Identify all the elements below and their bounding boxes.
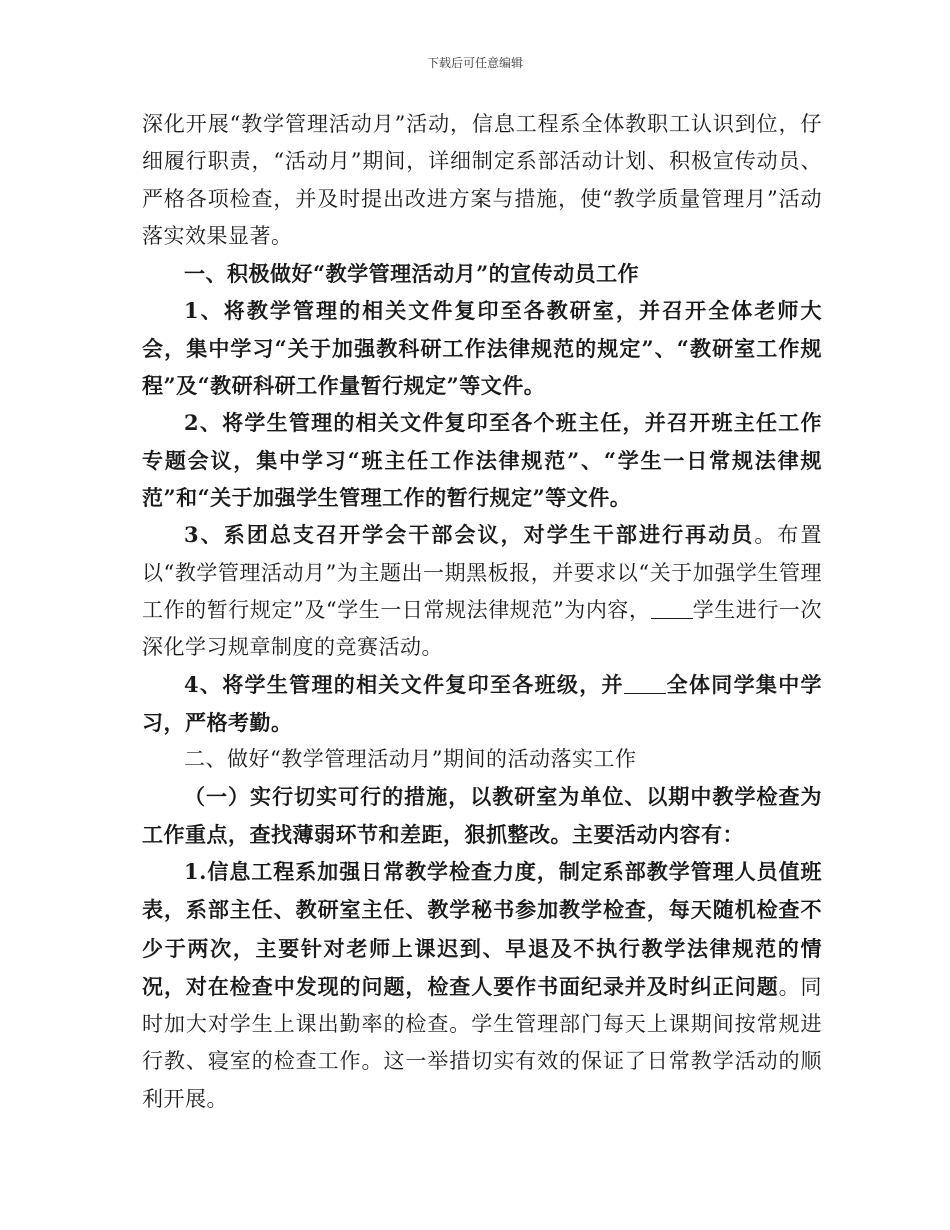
paragraph-4-text-b: 全体同学集中学习，严格考勤。: [142, 672, 822, 735]
intro-paragraph: 深化开展“教学管理活动月”活动，信息工程系全体教职工认识到位，仔细履行职责，“活动月”期间，详细制定系部活动计划、积极宣传动员、严格各项检查，并及时提出改进方案与措施，使“教学质量管理月”活动落实效果显著。: [142, 112, 822, 248]
paragraph-2: 2、将学生管理的相关文件复印至各个班主任，并召开班主任工作专题会议，集中学习“班主任工作法律规范”、“学生一日常规法律规范”和“关于加强学生管理工作的暂行规定”等文件。: [142, 410, 822, 510]
paragraph-6-bold: 1.信息工程系加强日常教学检查力度，制定系部教学管理人员值班表，系部主任、教研室主任、教学秘书参加教学检查，每天随机检查不少于两次，主要针对老师上课迟到、早退及不执行教学法律规范的情况，对在检查中发现的问题，检查人要作书面纪录并及时纠正问题: [142, 858, 822, 999]
paragraph-3-text-b: 学生进行一次深化学习规章制度的竞赛活动。: [142, 597, 822, 660]
document-body: [142, 106, 822, 1118]
section-heading-1: 一、积极做好“教学管理活动月”的宣传动员工作: [184, 261, 640, 287]
section-heading-2: 二、做好“教学管理活动月”期间的活动落实工作: [184, 747, 637, 772]
paragraph-5: （一）实行切实可行的措施，以教研室为单位、以期中教学检查为工作重点，查找薄弱环节和差距，狠抓整改。主要活动内容有：: [142, 784, 822, 847]
blank-line: [624, 675, 666, 694]
paragraph-3-bold: 3、系团总支召开学会干部会议，对学生干部进行再动员: [184, 522, 755, 548]
page-header: 下载后可任意编辑: [426, 56, 523, 70]
blank-line: [651, 600, 693, 619]
paragraph-1: 1、将教学管理的相关文件复印至各教研室，并召开全体老师大会，集中学习“关于加强教科研工作法律规范的规定”、“教研室工作规程”及“教研科研工作量暂行规定”等文件。: [142, 298, 822, 399]
paragraph-3-text-a: 。布置以“教学管理活动月”为主题出一期黑板报，并要求以“关于加强学生管理工作的暂行规定”及“学生一日常规法律规范”为内容，: [142, 523, 822, 622]
paragraph-3: [142, 516, 822, 666]
paragraph-4-text-a: 4、将学生管理的相关文件复印至各班级，并: [184, 672, 624, 698]
paragraph-6-text: 。同时加大对学生上课出勤率的检查。学生管理部门每天上课期间按常规进行教、寝室的检查工作。这一举措切实有效的保证了日常教学活动的顺利开展。: [142, 974, 823, 1111]
paragraph-6: [142, 853, 822, 1118]
paragraph-4: [142, 666, 822, 741]
